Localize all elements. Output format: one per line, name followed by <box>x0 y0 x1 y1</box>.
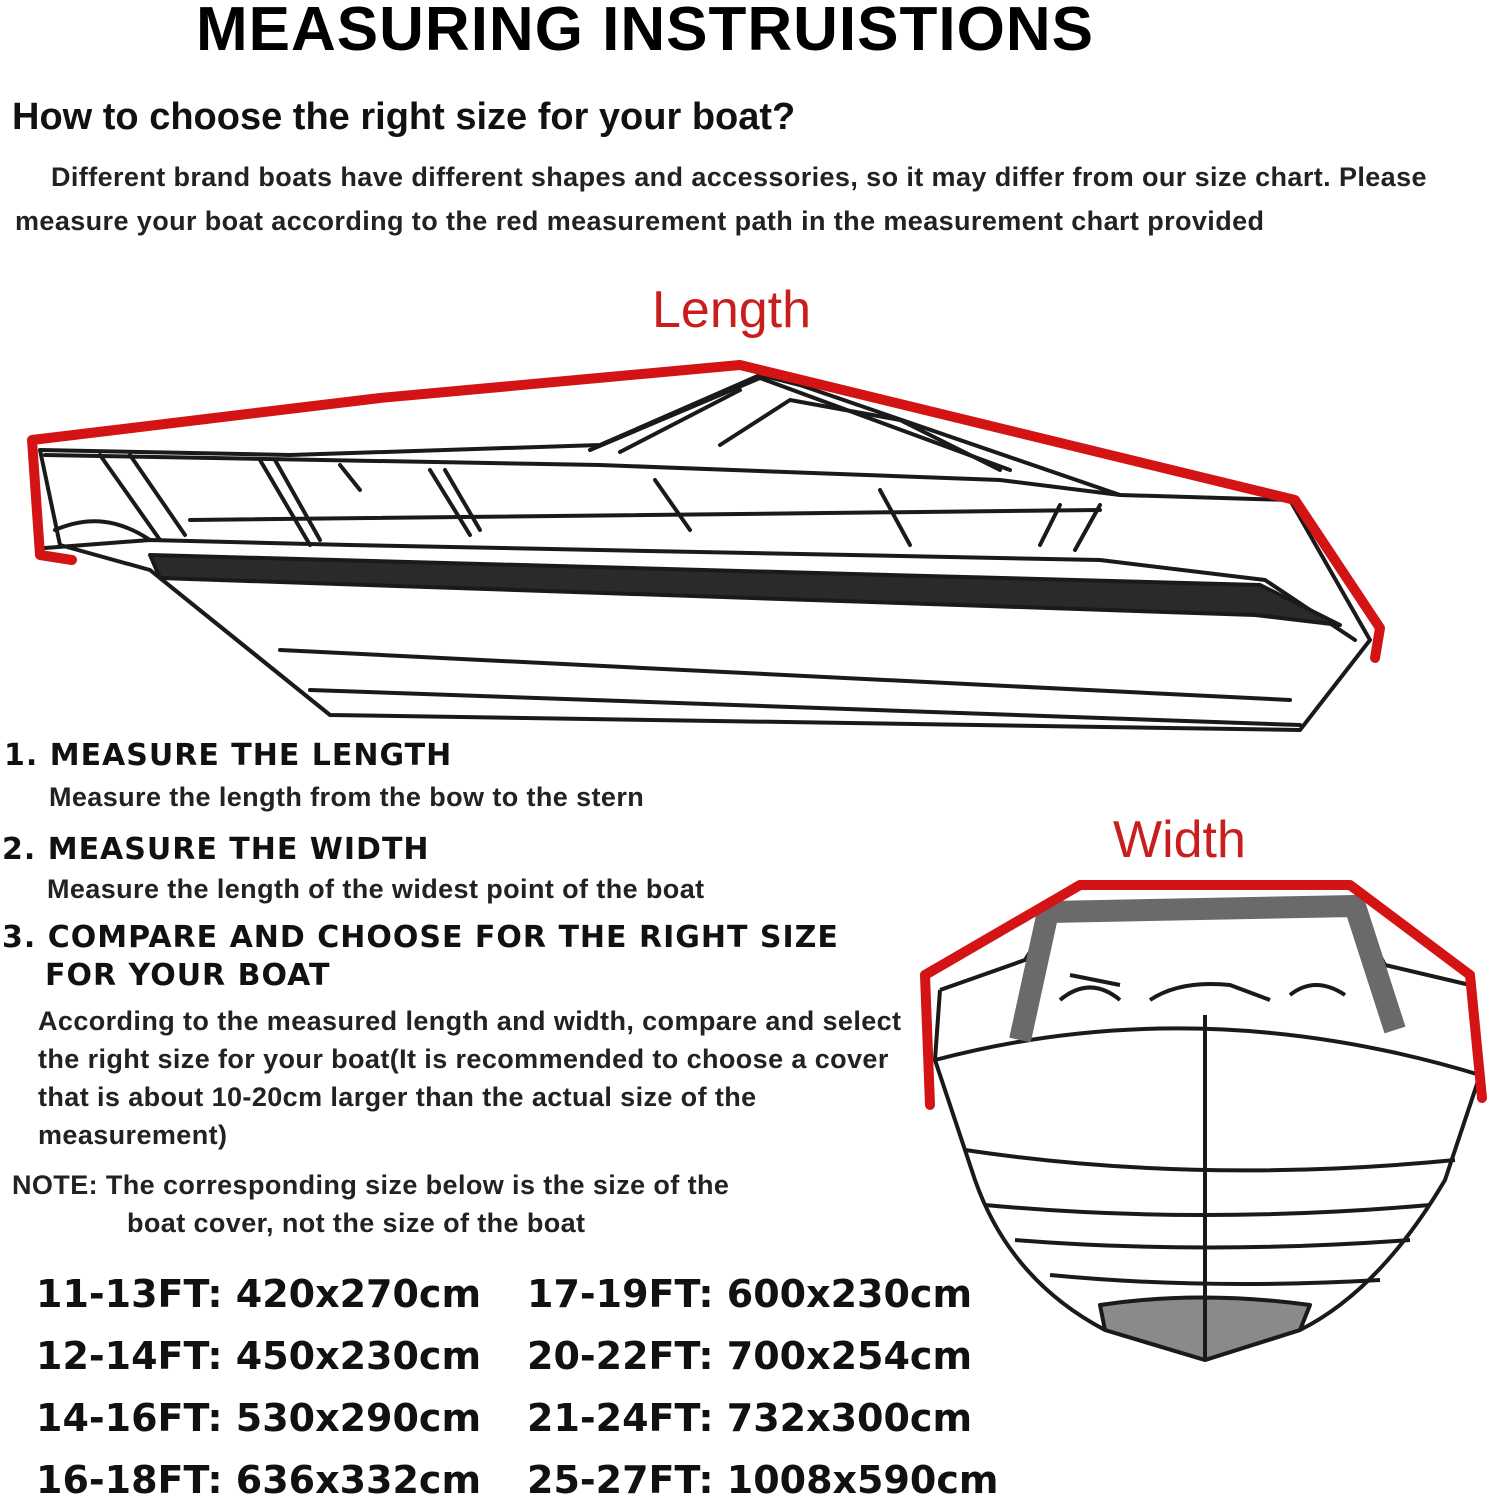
size-entry: 11-13FT: 420x270cm <box>36 1272 482 1316</box>
step-3-heading-line2: FOR YOUR BOAT <box>45 958 331 993</box>
size-entry: 17-19FT: 600x230cm <box>527 1272 973 1316</box>
length-label: Length <box>652 281 812 339</box>
step-2-heading: 2. MEASURE THE WIDTH <box>2 832 430 867</box>
page-title: MEASURING INSTRUISTIONS <box>196 0 1094 64</box>
size-entry: 14-16FT: 530x290cm <box>36 1396 482 1440</box>
note-line-2: boat cover, not the size of the boat <box>127 1208 586 1238</box>
size-entry: 16-18FT: 636x332cm <box>36 1458 482 1502</box>
note-line-1: NOTE: The corresponding size below is the size of the <box>12 1170 730 1200</box>
subtitle: How to choose the right size for your boat? <box>12 96 796 138</box>
intro-paragraph: Different brand boats have different shapes and accessories, so it may differ from our size chart. Please measure your boat according to the red measurement path in the measurement chart provided <box>15 162 1427 236</box>
size-entry: 25-27FT: 1008x590cm <box>527 1458 999 1502</box>
note <box>12 1166 872 1242</box>
step-1-text: Measure the length from the bow to the stern <box>49 782 645 812</box>
step-3-heading: 3. COMPARE AND CHOOSE FOR THE RIGHT SIZE <box>2 920 839 955</box>
size-entry: 12-14FT: 450x230cm <box>36 1334 482 1378</box>
width-label: Width <box>1113 811 1246 869</box>
size-entry: 20-22FT: 700x254cm <box>527 1334 973 1378</box>
step-3-text: According to the measured length and width, compare and select the right size for your boat(It is recommended to choose a cover that is about 10-20cm larger than the actual size of the measurement) <box>38 1006 902 1150</box>
step-2-text: Measure the length of the widest point of the boat <box>47 874 705 904</box>
size-entry: 21-24FT: 732x300cm <box>527 1396 973 1440</box>
step-1-heading: 1. MEASURE THE LENGTH <box>4 738 453 773</box>
